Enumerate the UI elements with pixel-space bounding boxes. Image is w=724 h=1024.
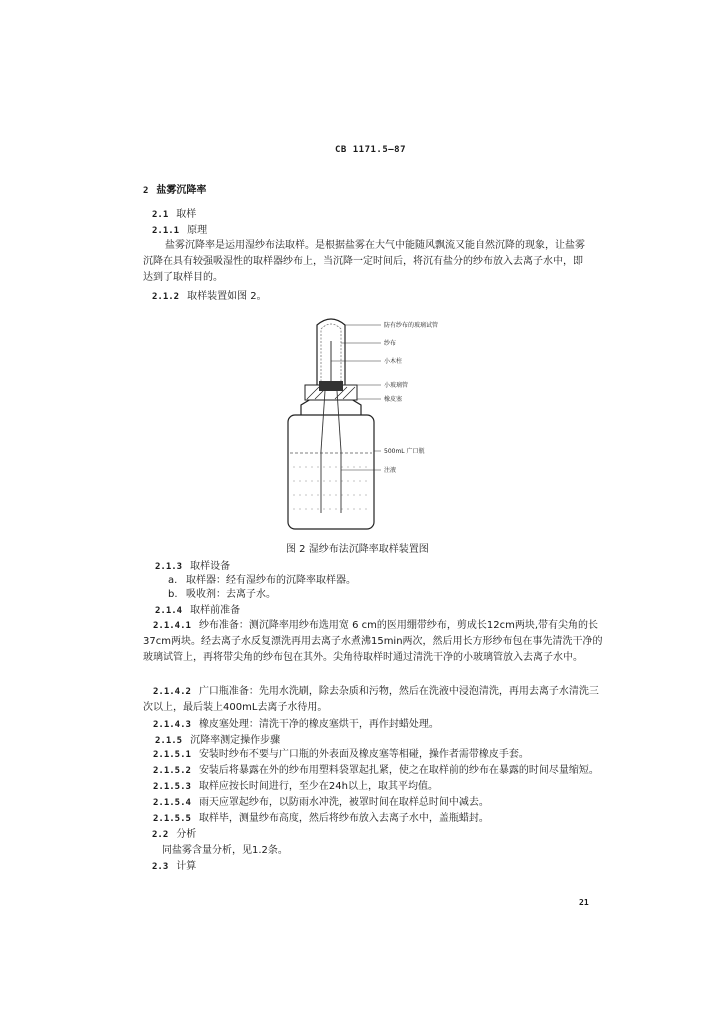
- item-a: a. 取样器：经有湿纱布的沉降率取样器。: [168, 575, 356, 586]
- water-dashes: [293, 467, 369, 509]
- label-liquid: 注液: [384, 467, 397, 474]
- bottle-shoulder: [301, 399, 361, 415]
- section-2-1-4-1: 2.1.4.1 纱布准备：测沉降率用纱布选用宽 6 cm的医用绷带纱布，剪成长12cm两块,带有尖角的长37cm两块。经去离子水反复漂洗再用去离子水煮沸15min两次，然后用长方形纱布包在事先清洗干净的玻璃试管上，再将带尖角的纱布包在其外。尖角待取样时通过清洗干净的小玻璃管放入去离子水中。: [143, 620, 603, 663]
- section-2-1-5-2: 2.1.5.2 安装后将暴露在外的纱布用塑料袋罩起扎紧，使之在取样前的纱布在暴露的时间尽量缩短。: [153, 765, 599, 776]
- label-glass-tube: 小玻璃管: [384, 382, 409, 389]
- section-2-heading: 2 盐雾沉降率: [143, 185, 207, 196]
- section-2-1-5-3: 2.1.5.3 取样应按长时间进行，至少在24h以上，取其平均值。: [153, 781, 438, 792]
- section-2-2-heading: 2.2 分析: [152, 829, 197, 840]
- section-2-1-1-heading: 2.1.1 原理: [152, 225, 208, 236]
- section-2-1-5-4: 2.1.5.4 雨天应罩起纱布，以防雨水冲洗，被罩时间在取样总时间中减去。: [153, 797, 489, 808]
- label-rubber-stopper: 橡皮塞: [384, 396, 403, 403]
- analysis-paragraph: 同盐雾含量分析，见1.2条。: [162, 845, 288, 856]
- section-2-1-4-heading: 2.1.4 取样前准备: [155, 605, 241, 616]
- item-b: b. 吸收剂：去离子水。: [168, 589, 276, 600]
- section-2-1-5-heading: 2.1.5 沉降率测定操作步骤: [155, 735, 281, 746]
- sampling-apparatus-figure: [285, 305, 485, 535]
- label-wooden-rod: 小木柱: [384, 358, 403, 365]
- label-gauze: 纱布: [384, 340, 397, 347]
- section-2-1-4-3: 2.1.4.3 橡皮塞处理：清洗干净的橡皮塞烘干，再作封蜡处理。: [153, 719, 439, 730]
- section-2-1-heading: 2.1 取样: [152, 209, 197, 220]
- section-2-1-5-5: 2.1.5.5 取样毕，测量纱布高度，然后将纱布放入去离子水中，盖瓶蜡封。: [153, 813, 489, 824]
- section-2-1-5-1: 2.1.5.1 安装时纱布不要与广口瓶的外表面及橡皮塞等相碰，操作者需带橡皮手套。: [153, 749, 529, 760]
- figure-caption: 图 2 湿纱布法沉降率取样装置图: [286, 544, 429, 555]
- label-test-tube: 防有纱布的玻璃试管: [384, 322, 439, 329]
- section-2-1-2: 2.1.2 取样装置如图 2。: [152, 291, 267, 302]
- section-2-1-3-heading: 2.1.3 取样设备: [155, 561, 231, 572]
- small-glass-tube: [319, 381, 343, 391]
- principle-paragraph: 盐雾沉降率是运用湿纱布法取样。是根据盐雾在大气中能随风飘流又能自然沉降的现象，让盐雾沉降在具有较强吸湿性的取样器纱布上，当沉降一定时间后，将沉有盐分的纱布放入去离子水中，即达到了取样目的。: [143, 240, 585, 283]
- section-2-3-heading: 2.3 计算: [152, 861, 197, 872]
- page-number: 21: [579, 898, 589, 907]
- wide-mouth-bottle: [288, 415, 374, 529]
- section-2-1-4-2: 2.1.4.2 广口瓶准备：先用水洗刷，除去杂质和污物，然后在洗液中浸泡清洗，再用去离子水清洗三次以上，最后装上400mL去离子水待用。: [143, 686, 599, 713]
- standard-header: CB 1171.5—87: [335, 145, 407, 155]
- label-bottle: 500mL 广口瓶: [384, 448, 425, 455]
